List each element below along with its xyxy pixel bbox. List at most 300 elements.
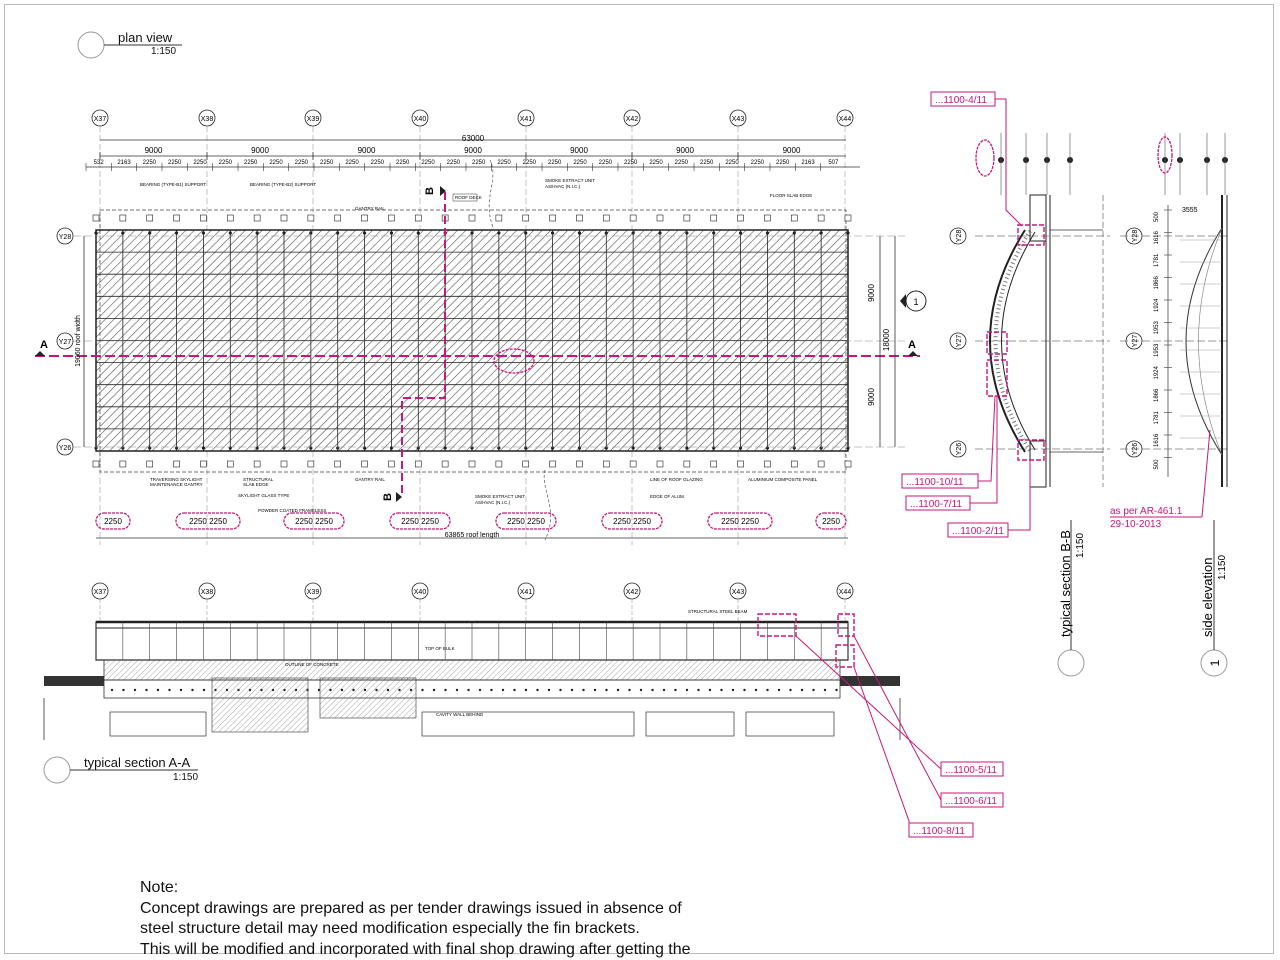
- sub-dim: 2250: [750, 160, 765, 166]
- sub-dim: 2250: [370, 160, 385, 166]
- sub-dim: 2250: [167, 160, 182, 166]
- dim-bubble-text: 2250 2250: [189, 517, 227, 526]
- bay-dim: 9000: [357, 146, 376, 155]
- bearing-box: [308, 461, 314, 467]
- bearing-box: [227, 215, 233, 221]
- room-outline: [746, 712, 834, 736]
- beam-dot: [157, 689, 159, 691]
- bearing-box: [415, 461, 421, 467]
- beam-dot: [720, 689, 722, 691]
- bb-callout-4: ...1100-4/11: [935, 95, 987, 106]
- bearing-box: [684, 461, 690, 467]
- se-dim: 1781: [1154, 253, 1160, 267]
- sub-dim: 2250: [294, 160, 309, 166]
- beam-dot: [835, 689, 837, 691]
- beam-dot: [755, 689, 757, 691]
- bearing-dot: [444, 446, 447, 449]
- bearing-dot: [256, 231, 259, 234]
- bearing-dot: [766, 231, 769, 234]
- bearing-box: [657, 215, 663, 221]
- bearing-box: [711, 461, 717, 467]
- sub-dim: 2250: [142, 160, 157, 166]
- bottom-dim-bubbles: [96, 513, 846, 529]
- section-a-right: A: [908, 339, 916, 351]
- note-block: [140, 878, 691, 960]
- anno-powder: POWDER COATED FRAMELESS: [258, 508, 327, 513]
- beam-dot: [456, 689, 458, 691]
- bearing-dot: [202, 446, 205, 449]
- sub-dim: 2250: [598, 160, 613, 166]
- bearing-dot: [229, 231, 232, 234]
- beam-dot: [778, 689, 780, 691]
- bearing-dot: [121, 231, 124, 234]
- right-dim-3: 9000: [867, 388, 876, 406]
- se-head-y26: Y26: [1132, 442, 1139, 456]
- grid-head-x41: X41: [519, 116, 533, 123]
- sub-dim: 2250: [547, 160, 562, 166]
- sub-dim: 532: [93, 160, 104, 166]
- wall-hatch-2: [320, 678, 416, 718]
- anno-aluminium: ALUMINIUM COMPOSITE PANEL: [748, 477, 818, 482]
- beam-dot: [766, 689, 768, 691]
- bearing-box: [845, 215, 851, 221]
- bb-top-gridmarks: [998, 133, 1073, 195]
- anno-floor-slab: FLOOR SLAB EDGE: [770, 193, 813, 198]
- plan-title-bubble: [78, 32, 104, 58]
- bearing-box: [818, 215, 824, 221]
- section-aa-grid-heads: [92, 583, 853, 622]
- beam-dot: [697, 689, 699, 691]
- anno-outline: OUTLINE OF CONCRETE: [285, 662, 339, 667]
- beam-dot: [502, 689, 504, 691]
- sub-dim: 2250: [775, 160, 790, 166]
- se-dim: 500: [1154, 459, 1160, 470]
- bearing-box: [254, 215, 260, 221]
- sec-grid-head-x43: X43: [731, 589, 745, 596]
- callout-box-b: [838, 614, 854, 636]
- se-dim: 1781: [1154, 411, 1160, 425]
- revision-note-2: 29-10-2013: [1110, 519, 1162, 530]
- section-bb-grid-heads: [950, 228, 966, 457]
- leader-8: [854, 667, 909, 830]
- sec-grid-head-x39: X39: [306, 589, 320, 596]
- beam-dot: [812, 689, 814, 691]
- bearing-dot: [820, 231, 823, 234]
- plan-title: plan view: [118, 30, 173, 45]
- slab-band: [104, 660, 840, 680]
- bearing-box: [496, 215, 502, 221]
- beam-dot: [628, 689, 630, 691]
- bearing-box: [469, 215, 475, 221]
- bearing-box: [281, 461, 287, 467]
- y-head-y26: Y26: [58, 445, 72, 452]
- bb-leader-4: [995, 99, 1022, 226]
- anno-roof-deck: ROOF DECK: [455, 195, 482, 200]
- bearing-box: [200, 215, 206, 221]
- smoke-outline-top: [489, 160, 495, 232]
- se-dim: 1953: [1154, 343, 1160, 357]
- sub-dim: 2250: [446, 160, 461, 166]
- se-top-dim: 3555: [1182, 207, 1198, 214]
- grid-head-x39: X39: [306, 116, 320, 123]
- bearing-dot: [685, 231, 688, 234]
- section-b-bottom: B: [382, 493, 394, 501]
- beam-dot: [536, 689, 538, 691]
- beam-dot: [479, 689, 481, 691]
- grid-head-x43: X43: [731, 116, 745, 123]
- bearing-box: [335, 215, 341, 221]
- bay-dim: 9000: [676, 146, 694, 155]
- side-elev-tag: 1: [1208, 659, 1222, 667]
- sub-dim: 2250: [649, 160, 663, 166]
- bearing-box: [630, 215, 636, 221]
- sec-grid-head-x41: X41: [519, 589, 533, 596]
- sub-dim: 2250: [421, 160, 435, 166]
- leader-5: [796, 636, 941, 769]
- roof-width-dim: 19060 roof width: [75, 315, 82, 367]
- plan-view: [35, 32, 926, 545]
- anno-smoke2-b: AS/HVAC (N.I.C.): [475, 500, 511, 505]
- anno-line-roof: LINE OF ROOF GLAZING: [650, 477, 703, 482]
- sec-grid-head-x44: X44: [838, 589, 852, 596]
- bearing-dot: [175, 231, 178, 234]
- anno-smoke-b: SMOKE EXTRACT UNIT: [475, 494, 526, 499]
- bearing-box: [147, 461, 153, 467]
- y-head-y27: Y27: [58, 339, 72, 346]
- bearing-dot: [605, 231, 608, 234]
- sub-dim: 2163: [117, 160, 131, 166]
- beam-dot: [444, 689, 446, 691]
- section-aa-scale: 1:150: [173, 772, 199, 783]
- callout-6: ...1100-6/11: [945, 796, 997, 807]
- section-aa: [44, 583, 1003, 837]
- beam-dot: [145, 689, 147, 691]
- sub-dim: 2250: [674, 160, 689, 166]
- se-dim: 1953: [1154, 321, 1160, 335]
- beam-dot: [674, 689, 676, 691]
- bearing-box: [550, 461, 556, 467]
- bay-dims: [100, 146, 801, 160]
- grid-head-x44: X44: [838, 116, 852, 123]
- bearing-box: [388, 215, 394, 221]
- beam-dot: [605, 689, 607, 691]
- bearing-box: [415, 215, 421, 221]
- beam-dot: [180, 689, 182, 691]
- callout-box-a: [758, 614, 796, 636]
- se-dim: 1924: [1154, 366, 1160, 380]
- anno-smoke2: AS/HVAC (N.I.C.): [545, 184, 581, 189]
- bearing-box: [174, 215, 180, 221]
- anno-gantry-b: GANTRY RAIL: [355, 477, 385, 482]
- beam-dot: [203, 689, 205, 691]
- bearing-dot: [470, 231, 473, 234]
- anno-skylight-glass: SKYLIGHT GLASS TYPE: [238, 493, 290, 498]
- plan-grid-heads: [92, 110, 853, 126]
- bearing-dot: [578, 231, 581, 234]
- y-head-y28: Y28: [58, 234, 72, 241]
- bay-dim: 9000: [144, 146, 163, 155]
- side-elevation: [1110, 133, 1230, 676]
- se-dim: 1616: [1154, 231, 1160, 245]
- se-dim: 1866: [1154, 276, 1160, 290]
- se-dim: 500: [1154, 211, 1160, 222]
- bearing-dot: [524, 231, 527, 234]
- bearing-box: [254, 461, 260, 467]
- bearing-box: [603, 461, 609, 467]
- anno-bearing2: BEARING (TYPE-B2) SUPPORT: [250, 182, 317, 187]
- grid-head-x42: X42: [625, 116, 639, 123]
- bearing-box: [496, 461, 502, 467]
- section-aa-title-bubble: [44, 757, 70, 783]
- bb-head-y27: Y27: [956, 334, 963, 348]
- bearing-dot: [793, 231, 796, 234]
- bearing-box: [93, 215, 99, 221]
- dim-bubble-text: 2250 2250: [721, 517, 759, 526]
- beam-dot: [122, 689, 124, 691]
- sub-dim: 507: [828, 160, 839, 166]
- bb-head-y28: Y28: [956, 229, 963, 243]
- grid-head-x40: X40: [413, 116, 427, 123]
- bearing-box: [550, 215, 556, 221]
- beam-dot: [433, 689, 435, 691]
- elevation-tag-text: 1: [913, 297, 919, 307]
- se-dims: [1154, 210, 1172, 470]
- bearing-dot: [336, 231, 339, 234]
- beam-dot: [168, 689, 170, 691]
- bearing-box: [845, 461, 851, 467]
- note-line-3: This will be modified and incorporated with final shop drawing after getting the: [140, 940, 691, 958]
- bearing-box: [120, 461, 126, 467]
- sec-grid-head-x42: X42: [625, 589, 639, 596]
- sub-dim: 2250: [395, 160, 410, 166]
- sub-dim: 2250: [522, 160, 537, 166]
- section-bb-title: typical section B-B: [1058, 530, 1073, 637]
- anno-traversing: TRAVERSING SKYLIGHT: [150, 477, 203, 482]
- wall-hatch-1: [212, 678, 308, 732]
- bearing-box: [442, 461, 448, 467]
- se-dim: 1616: [1154, 433, 1160, 447]
- sub-dim: 2250: [573, 160, 587, 166]
- se-dim: 1924: [1154, 298, 1160, 312]
- sub-dims: [86, 160, 839, 171]
- bb-bottom-column: [1030, 441, 1046, 487]
- plan-scale: 1:150: [151, 46, 177, 57]
- sub-dim: 2250: [623, 160, 638, 166]
- section-bb-title-bubble: [1058, 650, 1084, 676]
- bb-revision-cloud: [976, 140, 994, 176]
- beam-dot: [582, 689, 584, 691]
- beam-dot: [421, 689, 423, 691]
- bearing-box: [684, 215, 690, 221]
- bb-callout-10: ...1100-10/11: [906, 477, 964, 488]
- sub-dim: 2250: [193, 160, 207, 166]
- bb-leader-2: [1008, 460, 1030, 530]
- bearing-dot: [282, 231, 285, 234]
- anno-structural: STRUCTURAL: [243, 477, 274, 482]
- anno-bearing1: BEARING (TYPE-B1) SUPPORT: [140, 182, 207, 187]
- beam-dot: [513, 689, 515, 691]
- bearing-box: [120, 215, 126, 221]
- sub-dim: 2163: [801, 160, 815, 166]
- section-b-top: B: [424, 187, 436, 195]
- anno-cavity: CAVITY WALL BEHIND: [436, 712, 484, 717]
- bearing-box: [764, 461, 770, 467]
- anno-steel-beam: STRUCTURAL STEEL BEAM: [688, 609, 748, 614]
- bearing-dot: [497, 231, 500, 234]
- bearing-dot: [551, 231, 554, 234]
- beam-dot: [640, 689, 642, 691]
- section-aa-title: typical section A-A: [84, 755, 191, 770]
- total-dim-text: 63000: [461, 134, 485, 143]
- beam-dot: [743, 689, 745, 691]
- bay-dim: 9000: [251, 146, 269, 155]
- bearing-box: [576, 461, 582, 467]
- dim-bubble-text: 2250: [822, 517, 840, 526]
- sub-dim: 2250: [269, 160, 283, 166]
- room-outline: [646, 712, 734, 736]
- sub-dim: 2250: [319, 160, 334, 166]
- bay-dim: 9000: [782, 146, 801, 155]
- bearing-box: [657, 461, 663, 467]
- bearing-box: [738, 461, 744, 467]
- bearing-dot: [390, 231, 393, 234]
- sub-dim: 2250: [218, 160, 233, 166]
- sub-dim: 2250: [471, 160, 486, 166]
- right-dim-1: 9000: [867, 284, 876, 302]
- beam-dot: [134, 689, 136, 691]
- bearing-dot: [658, 231, 661, 234]
- bearing-box: [281, 215, 287, 221]
- bearing-box: [711, 215, 717, 221]
- beam-dot: [801, 689, 803, 691]
- side-elev-scale: 1:150: [1217, 554, 1228, 580]
- bearing-box: [362, 215, 368, 221]
- beam-dot: [111, 689, 113, 691]
- bearing-dot: [632, 231, 635, 234]
- anno-traversing2: MAINTENANCE GANTRY: [150, 482, 203, 487]
- bearing-dot: [739, 231, 742, 234]
- beam-dot: [571, 689, 573, 691]
- beam-dot: [789, 689, 791, 691]
- beam-dot: [490, 689, 492, 691]
- note-heading: Note:: [140, 879, 179, 896]
- dim-bubble-text: 2250 2250: [295, 517, 333, 526]
- bb-leader-10: [978, 396, 995, 481]
- section-bb: [902, 92, 1110, 676]
- sub-dim: 2250: [725, 160, 739, 166]
- section-a-left: A: [40, 339, 48, 351]
- bb-callout-7: ...1100-7/11: [910, 499, 962, 510]
- bearing-dot: [846, 231, 849, 234]
- elevation-tag-arrow: [900, 294, 906, 308]
- beam-dot: [824, 689, 826, 691]
- dim-bubble-text: 2250 2250: [613, 517, 651, 526]
- beam-dot: [651, 689, 653, 691]
- side-elev-grid-heads: [1126, 228, 1142, 457]
- roof-length-text: 63865 roof length: [444, 532, 500, 539]
- dim-bubble-text: 2250 2250: [507, 517, 545, 526]
- se-top-gridmarks: [1162, 133, 1228, 195]
- right-dim-2: 18000: [882, 328, 891, 352]
- bearing-dot: [417, 231, 420, 234]
- anno-structural2: SLAB EDGE: [243, 482, 269, 487]
- bearing-box: [335, 461, 341, 467]
- bearing-box: [603, 215, 609, 221]
- beam-dot: [663, 689, 665, 691]
- note-line-2: steel structure detail may need modification especially the fin brackets.: [140, 920, 640, 937]
- anno-top-bulk: TOP OF BULK: [425, 646, 455, 651]
- anno-smoke: SMOKE EXTRACT UNIT: [545, 178, 596, 183]
- beam-dot: [559, 689, 561, 691]
- beam-dot: [191, 689, 193, 691]
- bay-dim: 9000: [570, 146, 588, 155]
- bearing-dot: [94, 231, 97, 234]
- section-b-bottom-arrow: [396, 492, 402, 502]
- bearing-box: [791, 215, 797, 221]
- note-line-1: Concept drawings are prepared as per tender drawings issued in absence of: [140, 899, 682, 917]
- dim-bubble-text: 2250 2250: [401, 517, 439, 526]
- grid-head-x38: X38: [200, 116, 214, 123]
- grid-head-x37: X37: [93, 116, 107, 123]
- section-a-left-arrow: [35, 351, 45, 356]
- bearing-box: [738, 215, 744, 221]
- bearing-box: [576, 215, 582, 221]
- bearing-box: [764, 215, 770, 221]
- bearing-box: [308, 215, 314, 221]
- dim-bubble-text: 2250: [104, 517, 122, 526]
- bearing-box: [523, 461, 529, 467]
- bearing-dot: [309, 231, 312, 234]
- leader-6: [854, 636, 941, 800]
- bearing-dot: [148, 231, 151, 234]
- beam-dot: [548, 689, 550, 691]
- se-head-y28: Y28: [1132, 229, 1139, 243]
- beam-dot: [732, 689, 734, 691]
- sub-dim: 2250: [243, 160, 258, 166]
- se-dim: 1866: [1154, 388, 1160, 402]
- beam-dot: [709, 689, 711, 691]
- sec-grid-head-x37: X37: [93, 589, 107, 596]
- revision-note-1: as per AR-461.1: [1110, 506, 1183, 517]
- bearing-box: [630, 461, 636, 467]
- bearing-box: [174, 461, 180, 467]
- bearing-box: [93, 461, 99, 467]
- beam-dot: [617, 689, 619, 691]
- sub-dim: 2250: [345, 160, 359, 166]
- bearing-box: [469, 461, 475, 467]
- bay-dim: 9000: [464, 146, 482, 155]
- sec-grid-head-x40: X40: [413, 589, 427, 596]
- bearing-box: [818, 461, 824, 467]
- beam-dot: [467, 689, 469, 691]
- revision-leader: [1202, 430, 1210, 517]
- sub-dim: 2250: [497, 160, 511, 166]
- callout-5: ...1100-5/11: [945, 765, 997, 776]
- anno-edge-alum: EDGE OF ALUM.: [650, 494, 686, 499]
- bb-head-y26: Y26: [956, 442, 963, 456]
- bearing-dot: [363, 231, 366, 234]
- callout-8: ...1100-8/11: [913, 826, 965, 837]
- bearing-box: [523, 215, 529, 221]
- section-a-right-arrow: [908, 351, 918, 356]
- sub-dim: 2250: [699, 160, 714, 166]
- section-bb-scale: 1:150: [1075, 532, 1086, 558]
- bearing-box: [791, 461, 797, 467]
- bearing-box: [147, 215, 153, 221]
- left-parapet: [44, 676, 104, 686]
- bearing-dot: [712, 231, 715, 234]
- bearing-box: [227, 461, 233, 467]
